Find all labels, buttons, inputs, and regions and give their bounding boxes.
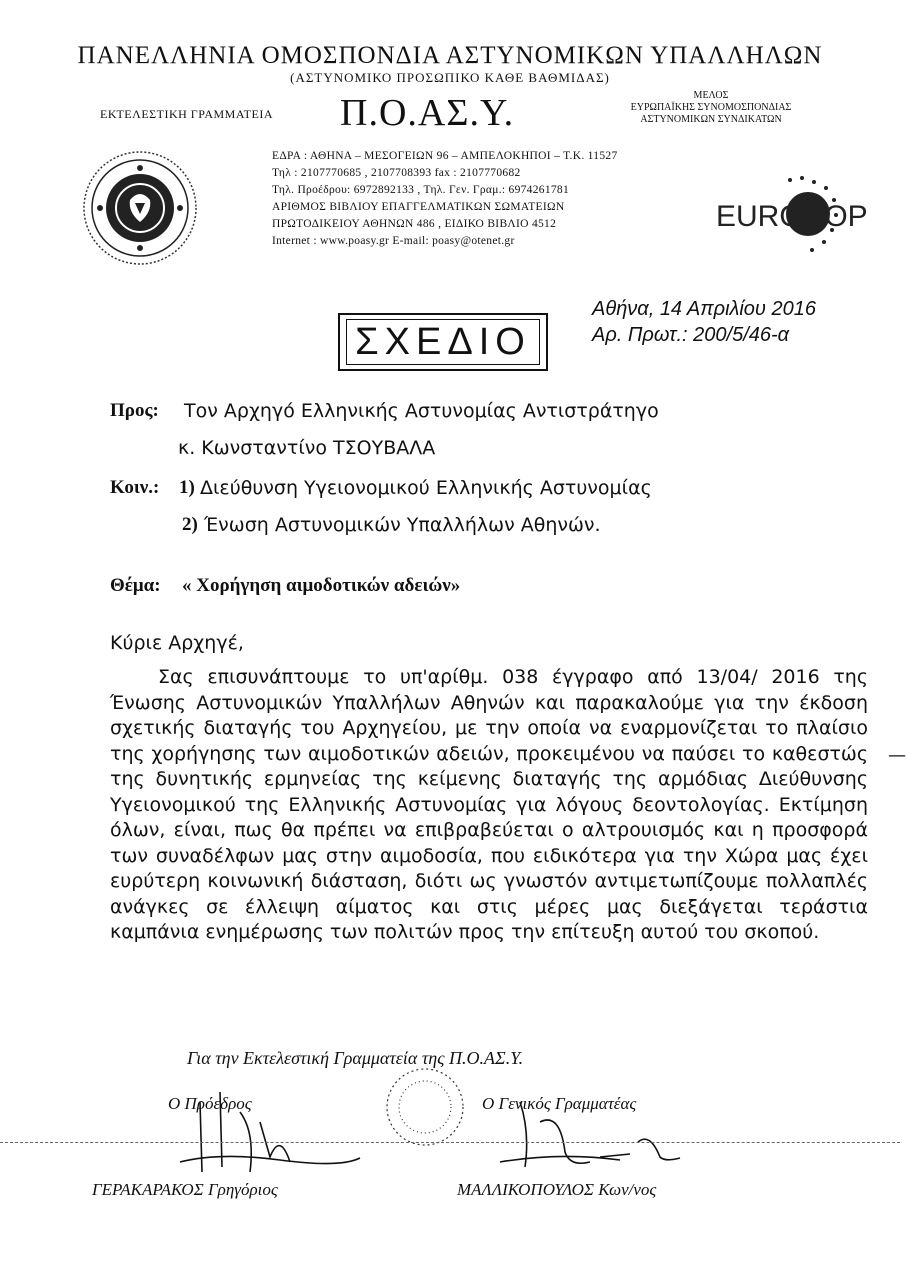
- to-line-1: Τον Αρχηγό Ελληνικής Αστυνομίας Αντιστράτηγο: [184, 400, 659, 422]
- membership-label: [600, 90, 822, 126]
- contact-phones: Τηλ : 2107770685 , 2107708393 fax : 2107770682: [272, 167, 521, 179]
- contact-registry-2: ΠΡΩΤΟΔΙΚΕΙΟΥ ΑΘΗΝΩΝ 486 , ΕΙΔΙΚΟ ΒΙΒΛΙΟ 4512: [272, 218, 557, 230]
- federation-subtitle: (ΑΣΤΥΝΟΜΙΚΟ ΠΡΟΣΩΠΙΚΟ ΚΑΘΕ ΒΑΘΜΙΔΑΣ): [290, 70, 610, 85]
- letter-body-paragraph: Σας επισυνάπτουμε το υπ'αρίθμ. 038 έγγραφο από 13/04/ 2016 της Ένωσης Αστυνομικών Υπαλλήλων Αθηνών και παρακαλούμε για την έκδοση σχετικής διαταγής του Αρχηγείου, με την οποία να εναρμονίζεται το πλαίσιο της χορήγησης των αιμοδοτικών αδειών, προκειμένου να παύσει το καθεστώς της δυνητικής ερμηνείας της κείμενης διαταγής της αρμόδιας Διεύθυνσης Υγειονομικού της Ελληνικής Αστυνομίας για λόγους δεοντολογίας. Εκτίμηση όλων, είναι, πως θα πρέπει να επιβραβεύεται ο αλτρουισμός και η προσφορά των συναδέλφων μας στην αιμοδοσία, που ειδικότερα για την Χώρα μας έχει ευρύτερη κοινωνική διάσταση, διότι ως γνωστόν αντιμετωπίζουμε πολλαπλές ανάγκες σε έλλειψη αίματος και στις μέρες μας διεξάγεται τεράστια καμπάνια ενημέρωσης των πολιτών προς την επίτευξη αυτού του σκοπού.: [110, 666, 868, 943]
- date-protocol-block: [592, 296, 816, 348]
- contact-details: [272, 148, 618, 250]
- cc-label: Κοιν.:: [110, 477, 160, 498]
- to-label: Προς:: [110, 400, 159, 421]
- signatures-and-seal-icon: [160, 1062, 720, 1182]
- president-name: ΓΕΡΑΚΑΡΑΚΟΣ Γρηγόριος: [92, 1180, 278, 1199]
- executive-secretariat-label: ΕΚΤΕΛΕΣΤΙΚΗ ΓΡΑΜΜΑΤΕΙΑ: [100, 107, 273, 121]
- cc-1-text: Διεύθυνση Υγειονομικού Ελληνικής Αστυνομίας: [200, 477, 652, 499]
- salutation: Κύριε Αρχηγέ,: [110, 632, 244, 654]
- closing-line: Για την Εκτελεστική Γραμματεία της Π.Ο.ΑΣ.Υ.: [187, 1048, 524, 1068]
- letter-body: [110, 665, 868, 946]
- secretary-general-name: ΜΑΛΛΙΚΟΠΟΥΛΟΣ Κων/νος: [457, 1180, 657, 1199]
- to-line-2: κ. Κωνσταντίνο ΤΣΟΥΒΑΛΑ: [178, 437, 436, 459]
- subject-label: Θέμα:: [110, 575, 161, 596]
- subject-text: « Χορήγηση αιμοδοτικών αδειών»: [182, 575, 461, 596]
- cc-2-number: 2): [182, 514, 198, 535]
- president-title: Ο Πρόεδρος: [168, 1094, 252, 1113]
- federation-title: ΠΑΝΕΛΛΗΝΙΑ ΟΜΟΣΠΟΝΔΙΑ ΑΣΤΥΝΟΜΙΚΩΝ ΥΠΑΛΛΗΛΩΝ: [77, 42, 823, 69]
- draft-stamp-label: ΣΧΕΔΙΟ: [346, 319, 540, 365]
- contact-address: ΕΔΡΑ : ΑΘΗΝΑ – ΜΕΣΟΓΕΙΩΝ 96 – ΑΜΠΕΛΟΚΗΠΟΙ – Τ.Κ. 11527: [272, 150, 618, 162]
- draft-stamp: [338, 313, 548, 371]
- signature-dashed-line: [0, 1142, 900, 1143]
- place-date: Αθήνα, 14 Απριλίου 2016: [592, 298, 816, 320]
- contact-web-email: Internet : www.poasy.gr E-mail: poasy@otenet.gr: [272, 235, 515, 247]
- cc-2-text: Ένωση Αστυνομικών Υπαλλήλων Αθηνών.: [204, 514, 601, 536]
- contact-registry-1: ΑΡΙΘΜΟΣ ΒΙΒΛΙΟΥ ΕΠΑΓΓΕΛΜΑΤΙΚΩΝ ΣΩΜΑΤΕΙΩΝ: [272, 201, 565, 213]
- protocol-number: Αρ. Πρωτ.: 200/5/46-α: [592, 324, 790, 346]
- membership-line-1: ΜΕΛΟΣ: [693, 90, 729, 101]
- cc-1-number: 1): [179, 477, 195, 498]
- secretary-general-title: Ο Γενικός Γραμματέας: [482, 1094, 637, 1113]
- margin-dash: —: [888, 745, 906, 766]
- federation-acronym: Π.Ο.ΑΣ.Υ.: [340, 92, 515, 134]
- membership-line-3: ΑΣΤΥΝΟΜΙΚΩΝ ΣΥΝΔΙΚΑΤΩΝ: [640, 114, 782, 125]
- membership-line-2: ΕΥΡΩΠΑΪΚΗΣ ΣΥΝΟΜΟΣΠΟΝΔΙΑΣ: [630, 102, 792, 113]
- federation-seal-icon: [80, 148, 200, 268]
- eurocop-logo-text: EUROCOP: [716, 200, 868, 233]
- eurocop-logo-icon: [716, 170, 868, 270]
- contact-mobile-phones: Τηλ. Προέδρου: 6972892133 , Τηλ. Γεν. Γραμ.: 6974261781: [272, 184, 570, 196]
